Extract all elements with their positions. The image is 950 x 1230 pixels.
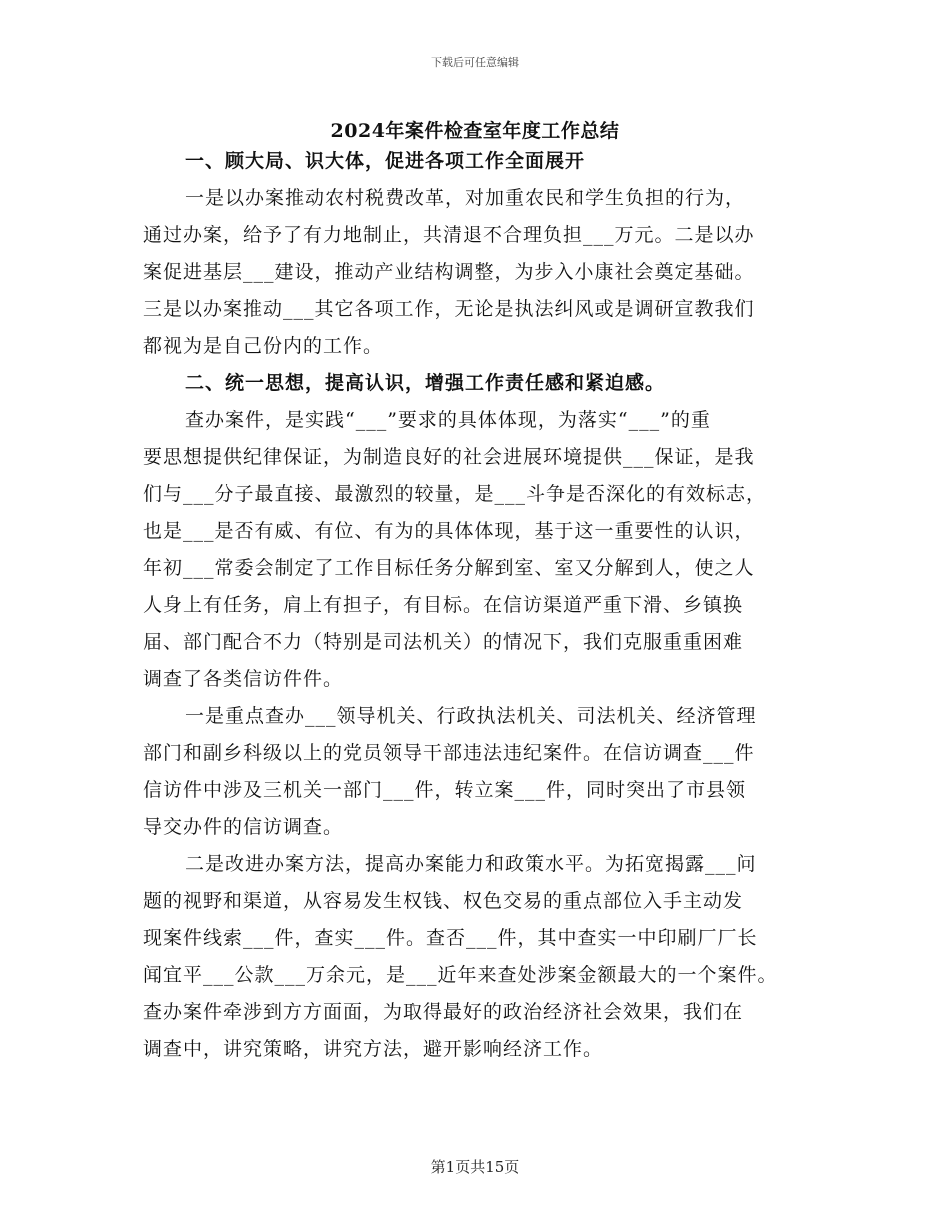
body-line: 调查中，讲究策略，讲究方法，避开影响经济工作。 [143,1038,604,1060]
body-line: 年初___常委会制定了工作目标任务分解到室、室又分解到人，使之人 [143,557,755,579]
body-line: 都视为是自己份内的工作。 [143,335,384,357]
body-line: 信访件中涉及三机关一部门___件，转立案___件，同时突出了市县领 [143,779,747,801]
body-line: 也是___是否有威、有位、有为的具体体现，基于这一重要性的认识， [143,520,755,542]
document-title: 2024年案件检查室年度工作总结 [330,120,620,142]
body-line: 届、部门配合不力（特别是司法机关）的情况下，我们克服重重困难 [143,631,744,653]
body-line: 调查了各类信访件件。 [143,668,344,690]
header-note: 下载后可任意编辑 [431,56,519,69]
body-line: 们与___分子最直接、最激烈的较量，是___斗争是否深化的有效标志， [143,483,767,505]
body-line: 导交办件的信访调查。 [143,816,344,838]
body-line: 通过办案，给予了有力地制止，共清退不合理负担___万元。二是以办 [143,224,755,246]
body-line: 部门和副乡科级以上的党员领导干部违法违纪案件。在信访调查___件 [143,742,755,764]
body-line: 一是重点查办___领导机关、行政执法机关、司法机关、经济管理 [185,705,757,727]
body-line: 查办案件，是实践“___”要求的具体体现，为落实“___”的重 [185,409,711,431]
body-line: 二是改进办案方法，提高办案能力和政策水平。为拓宽揭露___问 [185,853,757,875]
body-line: 一是以办案推动农村税费改革，对加重农民和学生负担的行为， [185,187,746,209]
body-line: 现案件线索___件，查实___件。查否___件，其中查实一中印刷厂厂长 [143,927,758,949]
document-body [143,143,833,1068]
body-line: 一、顾大局、识大体，促进各项工作全面展开 [185,150,586,172]
page-footer: 第1页共15页 [430,1158,520,1176]
body-line: 二、统一思想，提高认识，增强工作责任感和紧迫感。 [185,372,666,394]
body-line: 案促进基层___建设，推动产业结构调整，为步入小康社会奠定基础。 [143,261,755,283]
body-line: 人身上有任务，肩上有担子，有目标。在信访渠道严重下滑、乡镇换 [143,594,744,616]
body-line: 闻宜平___公款___万余元，是___近年来查处涉案金额最大的一个案件。 [143,964,778,986]
body-line: 查办案件牵涉到方方面面，为取得最好的政治经济社会效果，我们在 [143,1001,744,1023]
body-line: 题的视野和渠道，从容易发生权钱、权色交易的重点部位入手主动发 [143,890,744,912]
body-line: 要思想提供纪律保证，为制造良好的社会进展环境提供___保证，是我 [143,446,755,468]
body-line: 三是以办案推动___其它各项工作，无论是执法纠风或是调研宣教我们 [143,298,755,320]
